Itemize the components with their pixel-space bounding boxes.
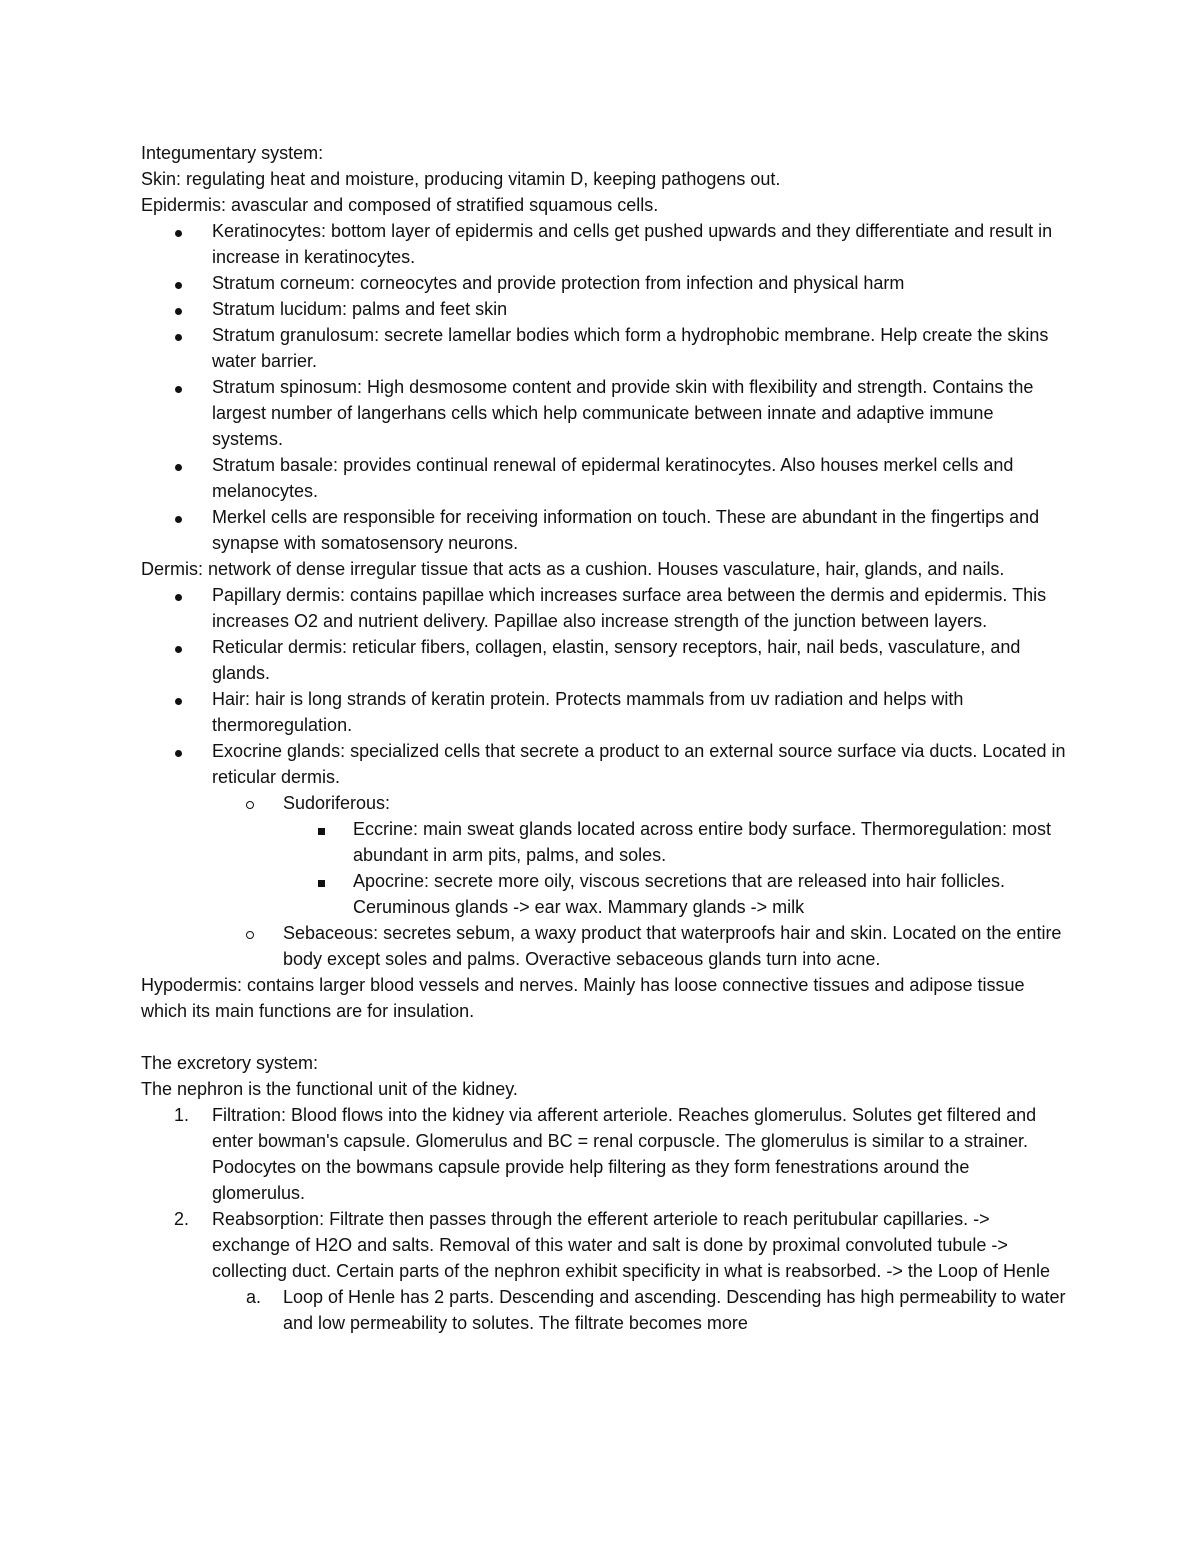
- bullet-dot-icon: [175, 322, 205, 348]
- list-item: Reticular dermis: reticular fibers, collagen, elastin, sensory receptors, hair, nail beds, vasculature, and glands.: [141, 634, 1066, 686]
- list-letter: a.: [246, 1287, 262, 1307]
- bullet-square-icon: [318, 868, 348, 894]
- list-item: Exocrine glands: specialized cells that secrete a product to an external source surface via ducts. Located in reticular dermis.: [141, 738, 1066, 790]
- dermis-line: Dermis: network of dense irregular tissue that acts as a cushion. Houses vasculature, hair, glands, and nails.: [141, 559, 1005, 579]
- bullet-dot-icon: [175, 504, 205, 530]
- list-item: Merkel cells are responsible for receiving information on touch. These are abundant in the fingertips and synapse with somatosensory neurons.: [141, 504, 1066, 556]
- list-number: 2.: [174, 1209, 190, 1229]
- list-item: 2. Reabsorption: Filtrate then passes through the efferent arteriole to reach peritubular capillaries. -> exchange of H2O and salts. Removal of this water and salt is done by proximal convoluted tubule -> collecting duct. Certain parts of the nephron exhibit specificity in what is reabsorbed. -> the Loop of Henle: [141, 1206, 1066, 1284]
- bullet-circle-icon: [246, 920, 276, 946]
- bullet-circle-icon: [246, 790, 276, 816]
- list-number: 1.: [174, 1105, 190, 1125]
- bullet-dot-icon: [175, 218, 205, 244]
- bullet-dot-icon: [175, 634, 205, 660]
- nephron-line: The nephron is the functional unit of the kidney.: [141, 1079, 518, 1099]
- bullet-dot-icon: [175, 738, 205, 764]
- list-item: Stratum granulosum: secrete lamellar bodies which form a hydrophobic membrane. Help create the skins water barrier.: [141, 322, 1066, 374]
- document-page: [141, 140, 1066, 1336]
- list-item: Stratum spinosum: High desmosome content and provide skin with flexibility and strength. Contains the largest number of langerhans cells which help communicate between innate and adaptive immune systems.: [141, 374, 1066, 452]
- excretory-list: [141, 1102, 1066, 1336]
- bullet-square-icon: [318, 816, 348, 842]
- list-item: 1. Filtration: Blood flows into the kidney via afferent arteriole. Reaches glomerulus. Solutes get filtered and enter bowman's capsule. Glomerulus and BC = renal corpuscle. The glomerulus is similar to a strainer. Podocytes on the bowmans capsule provide help filtering as they form fenestrations around the glomerulus.: [141, 1102, 1066, 1206]
- list-item: Stratum corneum: corneocytes and provide protection from infection and physical harm: [141, 270, 1066, 296]
- bullet-dot-icon: [175, 374, 205, 400]
- bullet-dot-icon: [175, 686, 205, 712]
- blank-line: [141, 1024, 1066, 1050]
- list-item: Stratum basale: provides continual renewal of epidermal keratinocytes. Also houses merkel cells and melanocytes.: [141, 452, 1066, 504]
- bullet-dot-icon: [175, 452, 205, 478]
- bullet-dot-icon: [175, 296, 205, 322]
- list-item: Apocrine: secrete more oily, viscous secretions that are released into hair follicles. Ceruminous glands -> ear wax. Mammary glands -> milk: [141, 868, 1066, 920]
- hypodermis-line: Hypodermis: contains larger blood vessels and nerves. Mainly has loose connective tissues and adipose tissue which its main functions are for insulation.: [141, 975, 1030, 1021]
- epidermis-list: [141, 218, 1066, 556]
- list-item: Hair: hair is long strands of keratin protein. Protects mammals from uv radiation and helps with thermoregulation.: [141, 686, 1066, 738]
- list-item: Stratum lucidum: palms and feet skin: [141, 296, 1066, 322]
- skin-line: Skin: regulating heat and moisture, producing vitamin D, keeping pathogens out.: [141, 169, 781, 189]
- list-item: Keratinocytes: bottom layer of epidermis and cells get pushed upwards and they differentiate and result in increase in keratinocytes.: [141, 218, 1066, 270]
- list-item: a. Loop of Henle has 2 parts. Descending and ascending. Descending has high permeability to water and low permeability to solutes. The filtrate becomes more: [141, 1284, 1066, 1336]
- integumentary-heading: Integumentary system:: [141, 143, 324, 163]
- excretory-heading: The excretory system:: [141, 1053, 319, 1073]
- dermis-list: [141, 582, 1066, 972]
- list-item: Eccrine: main sweat glands located across entire body surface. Thermoregulation: most abundant in arm pits, palms, and soles.: [141, 816, 1066, 868]
- list-item: Papillary dermis: contains papillae which increases surface area between the dermis and epidermis. This increases O2 and nutrient delivery. Papillae also increase strength of the junction between layers.: [141, 582, 1066, 634]
- bullet-dot-icon: [175, 582, 205, 608]
- list-item: Sudoriferous:: [141, 790, 1066, 816]
- list-item: Sebaceous: secretes sebum, a waxy product that waterproofs hair and skin. Located on the entire body except soles and palms. Overactive sebaceous glands turn into acne.: [141, 920, 1066, 972]
- bullet-dot-icon: [175, 270, 205, 296]
- epidermis-line: Epidermis: avascular and composed of stratified squamous cells.: [141, 195, 659, 215]
